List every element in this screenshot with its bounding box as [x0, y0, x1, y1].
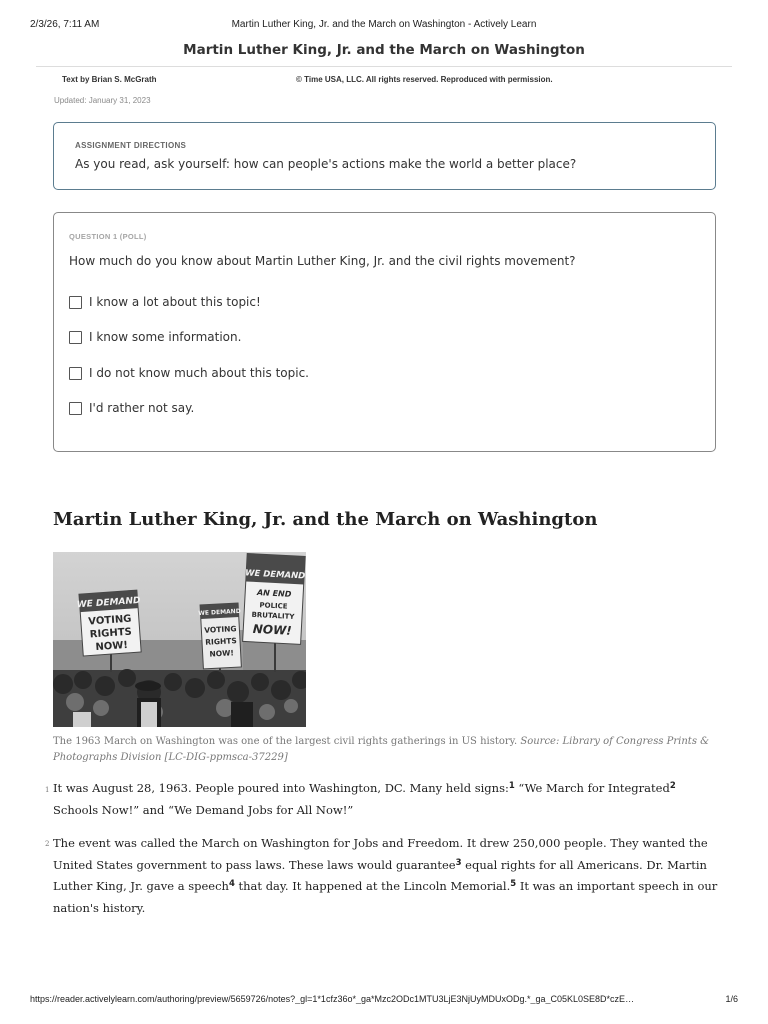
author-credit: Text by Brian S. McGrath [62, 75, 157, 84]
march-photo [53, 552, 306, 727]
checkbox[interactable] [69, 296, 82, 309]
checkbox[interactable] [69, 367, 82, 380]
question-label: QUESTION 1 (POLL) [69, 232, 147, 241]
directions-label: ASSIGNMENT DIRECTIONS [75, 141, 187, 150]
sign-text: WE DEMAND [76, 595, 141, 611]
poll-option[interactable] [69, 294, 261, 310]
sign-text: VOTING [203, 624, 237, 635]
checkbox[interactable] [69, 402, 82, 415]
sign-text: RIGHTS [89, 626, 133, 641]
caption-text: The 1963 March on Washington was one of the largest civil rights gatherings in US history. [53, 736, 518, 747]
caption-source: Source: Library of Congress Prints & Photographs Division [LC-DIG-ppmsca-37229] [53, 736, 710, 763]
document-title: Martin Luther King, Jr. and the March on Washington [183, 42, 585, 58]
directions-text: As you read, ask yourself: how can people's actions make the world a better place? [75, 157, 577, 171]
sign-text: VOTING [87, 613, 132, 628]
sign-text: NOW! [95, 639, 129, 654]
article-paragraph: The event was called the March on Washington for Jobs and Freedom. It drew 250,000 people. They wanted the United States government to pass laws. These laws would guarantee$^3$ equal rights for all Americans. Dr. Martin Luther King, Jr. gave a speech$^4$ that day. It happened at the Lincoln Memorial.$^5$ It was an important speech in our nation's history. [53, 836, 718, 915]
article-title: Martin Luther King, Jr. and the March on Washington [53, 509, 598, 530]
article-paragraph: It was August 28, 1963. People poured into Washington, DC. Many held signs:$^1$ “We March for Integrated$^2$ Schools Now!” and “We Demand Jobs for All Now!” [53, 781, 676, 817]
updated-date: Updated: January 31, 2023 [54, 96, 151, 105]
print-page-title: Martin Luther King, Jr. and the March on Washington - Actively Learn [231, 19, 537, 30]
paragraph-number: 2 [45, 840, 50, 848]
footnote-ref[interactable]: 1 [508, 781, 515, 791]
poll-option[interactable] [69, 400, 194, 416]
sign-text: POLICE [259, 601, 288, 611]
photo-caption [53, 734, 718, 765]
checkbox[interactable] [69, 331, 82, 344]
print-datetime: 2/3/26, 7:11 AM [30, 19, 100, 30]
footnote-ref[interactable]: 5 [510, 879, 517, 889]
sign-text: BRUTALITY [251, 610, 295, 622]
footnote-ref[interactable]: 4 [228, 879, 235, 889]
sign-text: AN END [256, 588, 292, 599]
copyright-notice: © Time USA, LLC. All rights reserved. Reproduced with permission. [296, 75, 553, 84]
poll-option-label: I do not know much about this topic. [89, 366, 309, 380]
paragraph-number: 1 [45, 786, 50, 794]
poll-option-label: I know some information. [89, 330, 242, 344]
poll-option-label: I'd rather not say. [89, 401, 195, 415]
poll-option[interactable] [69, 329, 241, 345]
march-photo-image [53, 552, 306, 727]
sign-text: WE DEMAND [244, 568, 306, 582]
print-footer [30, 994, 738, 1006]
title-divider [36, 66, 732, 67]
print-url: https://reader.activelylearn.com/authoring/preview/5659726/notes?_gl=1*1cfz36o*_ga*Mzc2ODc1MTU3LjE3NjUyMDUxODg.*_ga_C05KL0SE8D*czE… [30, 994, 635, 1004]
footnote-ref[interactable]: 2 [669, 781, 676, 791]
poll-question [53, 212, 716, 452]
sign-text: RIGHTS [205, 636, 238, 647]
assignment-directions [53, 122, 716, 190]
print-header [30, 19, 738, 33]
sign-text: NOW! [252, 621, 293, 638]
question-text: How much do you know about Martin Luther King, Jr. and the civil rights movement? [69, 254, 576, 268]
sign-text: NOW! [209, 648, 235, 659]
poll-option[interactable] [69, 365, 309, 381]
page-number: 1/6 [725, 994, 738, 1004]
footnote-ref[interactable]: 3 [455, 857, 462, 868]
sign-text: WE DEMAND [198, 607, 241, 618]
poll-option-label: I know a lot about this topic! [89, 295, 261, 309]
